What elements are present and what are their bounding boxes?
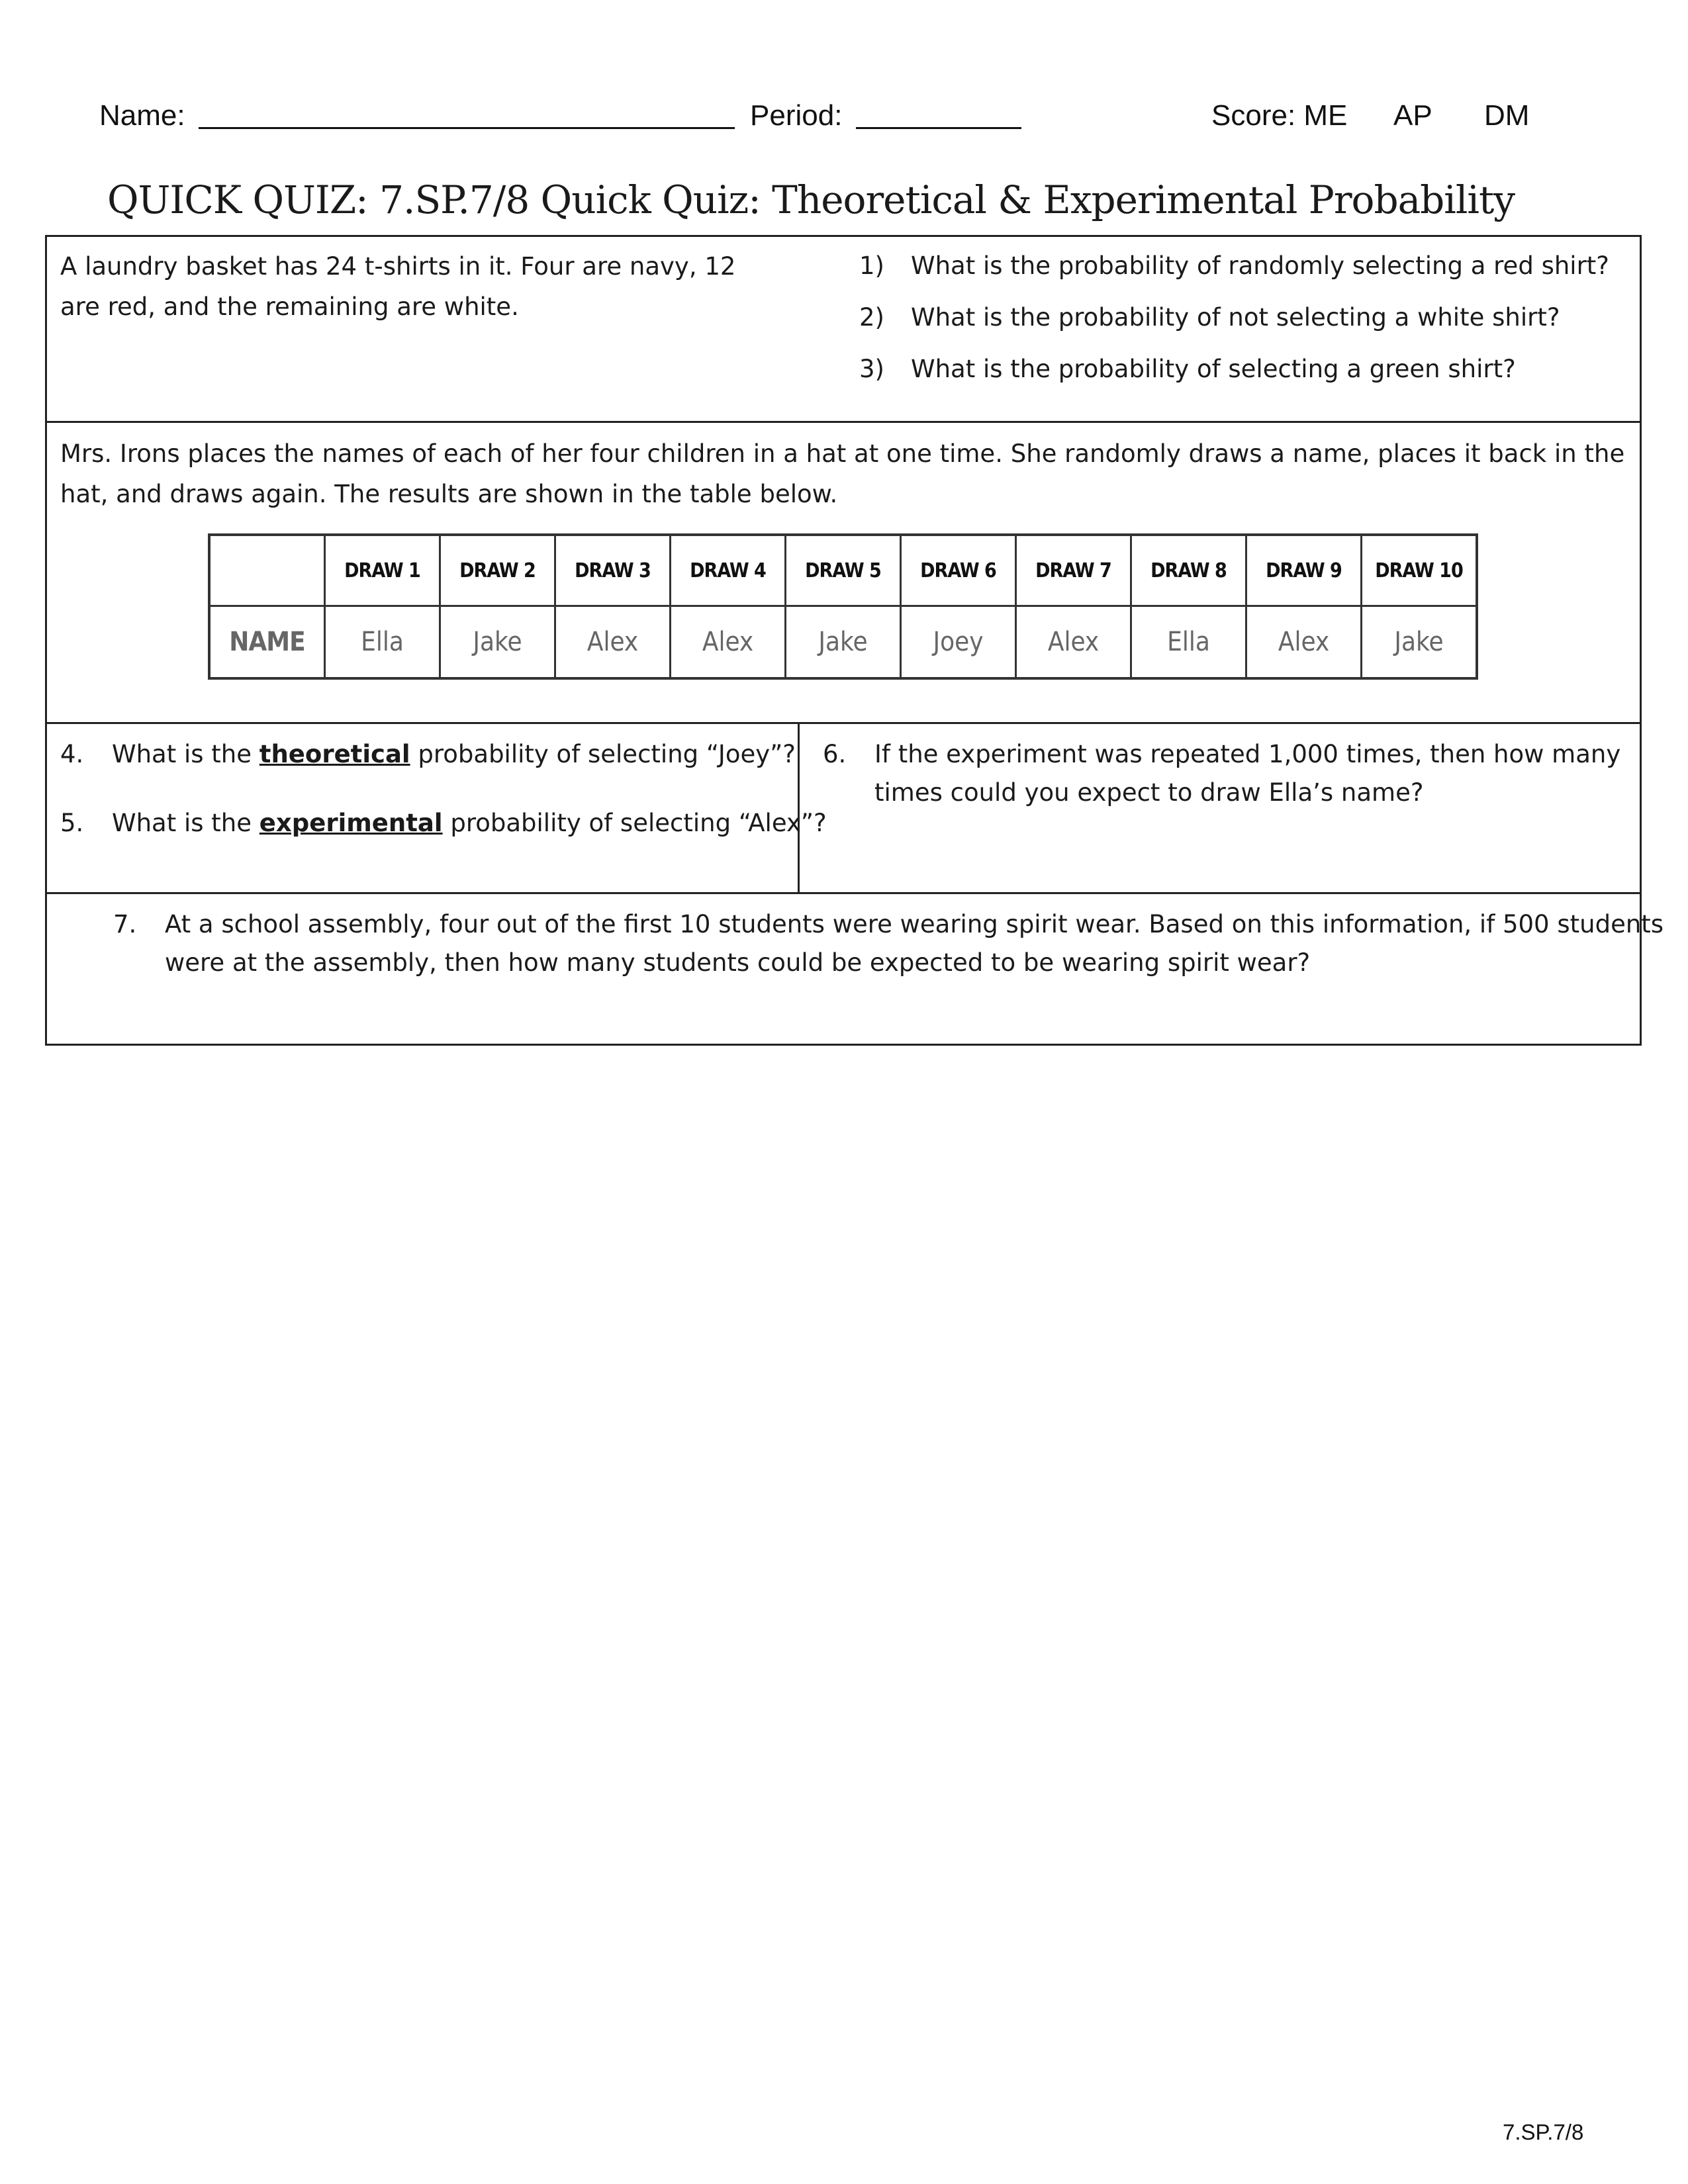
- section-q7: [45, 892, 1664, 1046]
- footer-standard: 7.SP.7/8: [1503, 2120, 1584, 2144]
- header: [0, 99, 1688, 139]
- name-field[interactable]: [99, 99, 735, 132]
- name-label: Name:: [99, 99, 185, 132]
- draw-header: DRAW 9: [1246, 535, 1362, 606]
- row-label-name: NAME: [209, 606, 325, 679]
- draw-result: Jake: [1362, 606, 1477, 679]
- draws-table: [208, 533, 1478, 680]
- section-q6: [798, 722, 1642, 894]
- draw-header: DRAW 6: [901, 535, 1016, 606]
- question-5-pre: What is the: [112, 809, 259, 837]
- draw-result: Jake: [786, 606, 901, 679]
- draws-stem: Mrs. Irons places the names of each of her four children in a hat at one time. She randomly draws a name, places it back in the hat, and draws again. The results are shown in the table below.: [60, 439, 1625, 508]
- question-4-pre: What is the: [112, 740, 259, 768]
- period-field[interactable]: [750, 99, 1021, 132]
- laundry-stem: A laundry basket has 24 t-shirts in it. Four are navy, 12 are red, and the remaining are white.: [60, 252, 736, 321]
- draw-result: Alex: [1016, 606, 1131, 679]
- name-blank[interactable]: [199, 103, 735, 129]
- question-7-line2: were at the assembly, then how many students could be expected to be wearing spirit wear?: [165, 948, 1311, 977]
- question-4: [60, 740, 796, 768]
- draw-result: Alex: [555, 606, 671, 679]
- draw-result: Joey: [901, 606, 1016, 679]
- section-q4-q5: [45, 722, 827, 894]
- question-5-emphasis: experimental: [259, 809, 443, 837]
- question-3-text: What is the probability of selecting a green shirt?: [911, 355, 1516, 383]
- draw-header: DRAW 5: [786, 535, 901, 606]
- question-4-num: 4.: [60, 740, 84, 768]
- draw-header: DRAW 4: [671, 535, 786, 606]
- draw-result: Alex: [1246, 606, 1362, 679]
- draw-header: DRAW 8: [1131, 535, 1246, 606]
- question-6-line1: If the experiment was repeated 1,000 times, then how many: [874, 740, 1621, 768]
- question-6-num: 6.: [823, 740, 847, 768]
- draw-header: DRAW 1: [325, 535, 440, 606]
- table-corner-cell: [209, 535, 325, 606]
- draw-header: DRAW 2: [440, 535, 555, 606]
- draws-header-row: [209, 535, 1477, 606]
- question-4-post: probability of selecting “Joey”?: [410, 740, 796, 768]
- draw-header: DRAW 10: [1362, 535, 1477, 606]
- question-5: [60, 809, 827, 837]
- draw-result: Ella: [1131, 606, 1246, 679]
- period-label: Period:: [750, 99, 843, 132]
- question-5-post: probability of selecting “Alex”?: [442, 809, 827, 837]
- question-6-line2: times could you expect to draw Ella’s name?: [874, 778, 1424, 807]
- question-2: [859, 303, 1560, 332]
- draw-result: Ella: [325, 606, 440, 679]
- question-3: [859, 355, 1516, 383]
- draws-name-row: [209, 606, 1477, 679]
- question-1-text: What is the probability of randomly selecting a red shirt?: [911, 251, 1609, 280]
- question-7: [113, 910, 1664, 938]
- draw-header: DRAW 3: [555, 535, 671, 606]
- draw-result: Alex: [671, 606, 786, 679]
- score-dm: DM: [1484, 99, 1530, 132]
- question-7-line1: At a school assembly, four out of the first 10 students were wearing spirit wear. Based on this information, if 500 students: [165, 910, 1664, 938]
- question-2-text: What is the probability of not selecting a white shirt?: [911, 303, 1560, 332]
- question-6: [823, 740, 1620, 768]
- question-3-num: 3): [859, 355, 884, 383]
- draw-result: Jake: [440, 606, 555, 679]
- score-ap: AP: [1393, 99, 1432, 132]
- question-1: [859, 251, 1609, 280]
- section-laundry: [45, 235, 1642, 423]
- score-label: Score: ME: [1211, 99, 1348, 132]
- draw-header: DRAW 7: [1016, 535, 1131, 606]
- period-blank[interactable]: [856, 103, 1021, 129]
- question-4-emphasis: theoretical: [259, 740, 410, 768]
- question-2-num: 2): [859, 303, 884, 332]
- question-5-num: 5.: [60, 809, 84, 837]
- page-title: QUICK QUIZ: 7.SP.7/8 Quick Quiz: Theoretical & Experimental Probability: [107, 177, 1515, 222]
- question-7-num: 7.: [113, 910, 137, 938]
- question-1-num: 1): [859, 251, 884, 280]
